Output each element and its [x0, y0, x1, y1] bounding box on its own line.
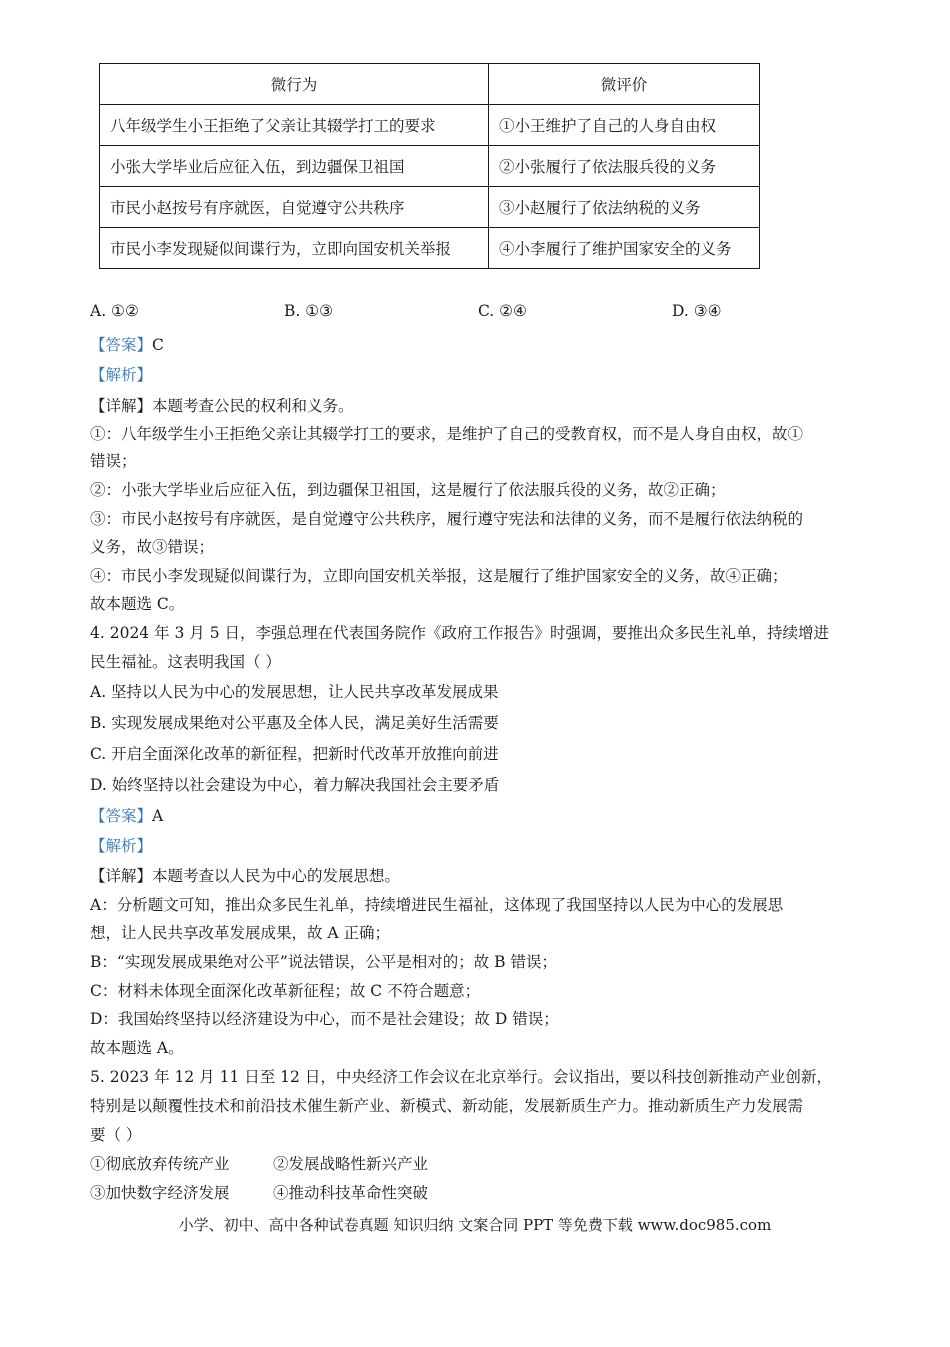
q5-stem-line: 要（ ）	[90, 1126, 142, 1144]
table-cell: 小张大学毕业后应征入伍，到边疆保卫祖国	[100, 146, 489, 187]
q3-explanation-line: 义务，故③错误；	[90, 538, 215, 556]
detail-label: 【详解】	[90, 397, 153, 415]
q3-option-a: A. ①②	[90, 302, 139, 320]
q3-detail	[90, 395, 865, 417]
q5-stem-line: 5. 2023 年 12 月 11 日至 12 日，中央经济工作会议在北京举行。会议指出，要以科技创新推动产业创新，	[90, 1068, 832, 1086]
q5-choice: ③加快数字经济发展	[90, 1184, 230, 1202]
table-header-row	[100, 64, 760, 105]
q3-option-c: C. ②④	[478, 302, 527, 320]
q4-explanation-line: B：“实现发展成果绝对公平”说法错误，公平是相对的；故 B 错误；	[90, 953, 557, 971]
table-row	[100, 228, 760, 269]
table-cell: ②小张履行了依法服兵役的义务	[489, 146, 760, 187]
q5-choice-row	[90, 1182, 865, 1204]
q5-choice: ①彻底放弃传统产业	[90, 1155, 230, 1173]
q3-explanation-line: 错误；	[90, 452, 137, 470]
q5-choice: ②发展战略性新兴产业	[273, 1155, 429, 1173]
q5-choice-row	[90, 1153, 865, 1175]
q3-explanation-line: 故本题选 C。	[90, 595, 185, 613]
detail-text: 本题考查公民的权利和义务。	[152, 397, 354, 415]
q3-option-b: B. ①③	[284, 302, 334, 320]
q4-detail	[90, 865, 865, 887]
q4-option-a: A. 坚持以人民为中心的发展思想，让人民共享改革发展成果	[90, 683, 499, 701]
q3-explanation-line: ②：小张大学毕业后应征入伍，到边疆保卫祖国，这是履行了依法服兵役的义务，故②正确；	[90, 481, 726, 499]
q3-answer	[90, 334, 865, 356]
detail-label: 【详解】	[90, 867, 153, 885]
table-cell: ③小赵履行了依法纳税的义务	[489, 187, 760, 228]
behavior-evaluation-table	[99, 63, 760, 269]
q4-stem-line: 4. 2024 年 3 月 5 日，李强总理在代表国务院作《政府工作报告》时强调，要推出众多民生礼单，持续增进	[90, 624, 830, 642]
table-row	[100, 146, 760, 187]
answer-label: 【答案】	[90, 336, 153, 354]
table-row	[100, 105, 760, 146]
table-cell: 市民小李发现疑似间谍行为，立即向国安机关举报	[100, 228, 489, 269]
q4-explanation-line: C：材料未体现全面深化改革新征程；故 C 不符合题意；	[90, 982, 481, 1000]
q4-analysis-label: 【解析】	[90, 837, 153, 855]
table-cell: ④小李履行了维护国家安全的义务	[489, 228, 760, 269]
q3-explanation-line: ①：八年级学生小王拒绝父亲让其辍学打工的要求，是维护了自己的受教育权，而不是人身自由权，故①	[90, 425, 804, 443]
q3-options	[90, 302, 870, 326]
q4-stem-line: 民生福祉。这表明我国（ ）	[90, 653, 281, 671]
answer-label: 【答案】	[90, 807, 153, 825]
q4-explanation-line: A：分析题文可知，推出众多民生礼单，持续增进民生福祉，这体现了我国坚持以人民为中心的发展思	[90, 896, 784, 914]
answer-value: A	[152, 807, 164, 825]
q4-explanation-line: D：我国始终坚持以经济建设为中心，而不是社会建设；故 D 错误；	[90, 1010, 559, 1028]
table-header-behavior: 微行为	[100, 64, 489, 105]
q4-option-c: C. 开启全面深化改革的新征程，把新时代改革开放推向前进	[90, 745, 499, 763]
q4-explanation-line: 想，让人民共享改革发展成果，故 A 正确；	[90, 924, 391, 942]
page-footer: 小学、初中、高中各种试卷真题 知识归纳 文案合同 PPT 等免费下载 www.doc985.com	[178, 1216, 772, 1234]
table-cell: 八年级学生小王拒绝了父亲让其辍学打工的要求	[100, 105, 489, 146]
answer-value: C	[152, 336, 164, 354]
q3-analysis-label: 【解析】	[90, 366, 153, 384]
table-row	[100, 187, 760, 228]
table-header-evaluation: 微评价	[489, 64, 760, 105]
table-cell: 市民小赵按号有序就医，自觉遵守公共秩序	[100, 187, 489, 228]
table-cell: ①小王维护了自己的人身自由权	[489, 105, 760, 146]
q5-stem-line: 特别是以颠覆性技术和前沿技术催生新产业、新模式、新动能，发展新质生产力。推动新质生产力发展需	[90, 1097, 804, 1115]
q4-answer	[90, 805, 865, 827]
q3-option-d: D. ③④	[672, 302, 722, 320]
q5-choice: ④推动科技革命性突破	[273, 1184, 429, 1202]
detail-text: 本题考查以人民为中心的发展思想。	[152, 867, 401, 885]
q4-explanation-line: 故本题选 A。	[90, 1039, 184, 1057]
q3-explanation-line: ③：市民小赵按号有序就医，是自觉遵守公共秩序，履行遵守宪法和法律的义务，而不是履行依法纳税的	[90, 510, 804, 528]
q4-option-b: B. 实现发展成果绝对公平惠及全体人民，满足美好生活需要	[90, 714, 499, 732]
q3-explanation-line: ④：市民小李发现疑似间谍行为，立即向国安机关举报，这是履行了维护国家安全的义务，故④正确；	[90, 567, 788, 585]
q4-option-d: D. 始终坚持以社会建设为中心，着力解决我国社会主要矛盾	[90, 776, 500, 794]
